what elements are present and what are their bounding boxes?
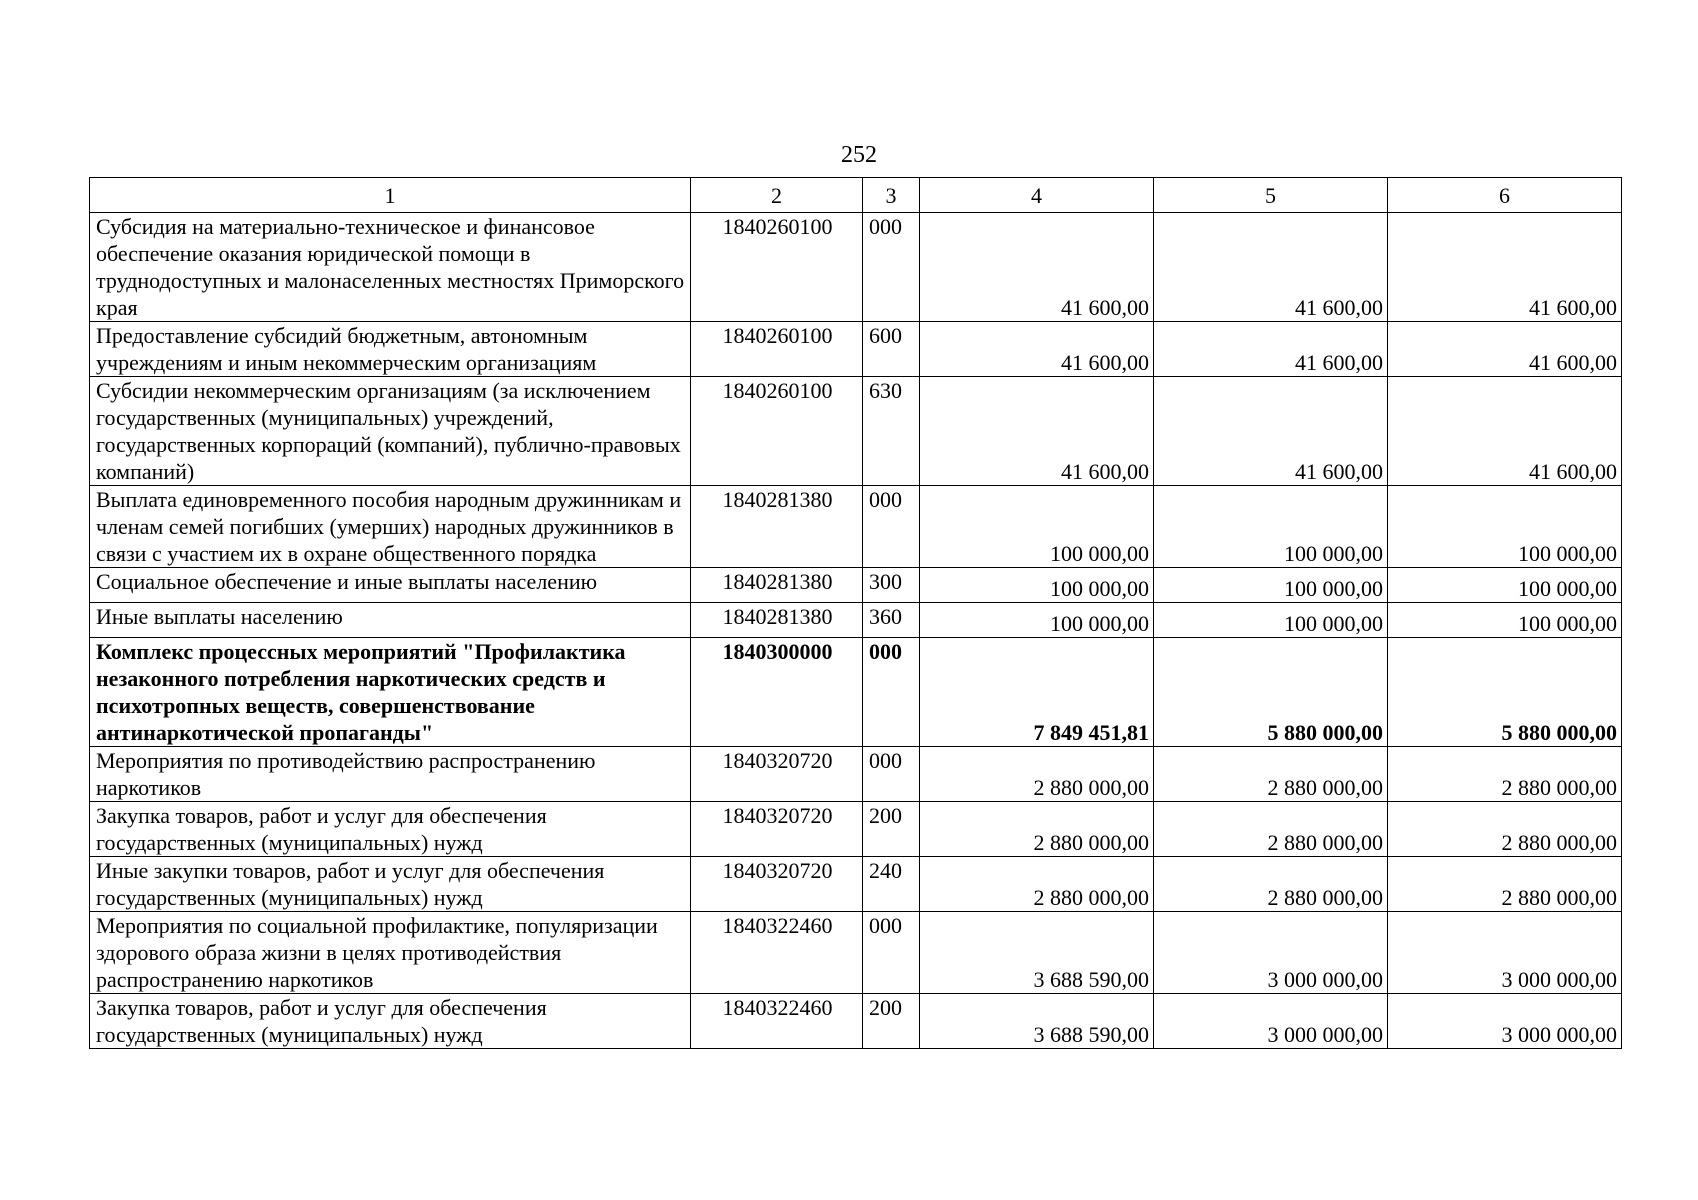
row-amount-col4: 3 688 590,00	[920, 912, 1154, 994]
table-row	[90, 603, 1622, 638]
row-name: Закупка товаров, работ и услуг для обеспечения государственных (муниципальных) нужд	[90, 802, 691, 857]
row-target-code: 1840300000	[691, 638, 863, 747]
row-amount-col6: 41 600,00	[1388, 213, 1622, 322]
row-name: Комплекс процессных мероприятий "Профилактика незаконного потребления наркотических средств и психотропных веществ, совершенствование антинаркотической пропаганды"	[90, 638, 691, 747]
row-amount-col5: 5 880 000,00	[1154, 638, 1388, 747]
column-number-row	[90, 178, 1622, 213]
row-amount-col4: 2 880 000,00	[920, 857, 1154, 912]
row-amount-col5: 100 000,00	[1154, 603, 1388, 638]
row-target-code: 1840260100	[691, 213, 863, 322]
row-amount-col4: 41 600,00	[920, 377, 1154, 486]
row-amount-col4: 7 849 451,81	[920, 638, 1154, 747]
table-row	[90, 802, 1622, 857]
row-amount-col6: 2 880 000,00	[1388, 747, 1622, 802]
row-target-code: 1840320720	[691, 747, 863, 802]
row-amount-col4: 100 000,00	[920, 603, 1154, 638]
row-amount-col4: 2 880 000,00	[920, 802, 1154, 857]
row-target-code: 1840281380	[691, 486, 863, 568]
row-amount-col5: 3 000 000,00	[1154, 994, 1388, 1049]
table-row	[90, 377, 1622, 486]
row-expense-kind: 200	[863, 802, 920, 857]
table-row	[90, 322, 1622, 377]
table-row	[90, 486, 1622, 568]
column-header-6: 6	[1388, 178, 1622, 213]
row-amount-col4: 100 000,00	[920, 486, 1154, 568]
column-header-3: 3	[863, 178, 920, 213]
row-expense-kind: 300	[863, 568, 920, 603]
row-name: Предоставление субсидий бюджетным, автономным учреждениям и иным некоммерческим организациям	[90, 322, 691, 377]
row-target-code: 1840320720	[691, 857, 863, 912]
row-amount-col6: 2 880 000,00	[1388, 802, 1622, 857]
column-header-1: 1	[90, 178, 691, 213]
table-row	[90, 994, 1622, 1049]
row-name: Иные закупки товаров, работ и услуг для обеспечения государственных (муниципальных) нужд	[90, 857, 691, 912]
row-expense-kind: 000	[863, 638, 920, 747]
row-amount-col5: 100 000,00	[1154, 568, 1388, 603]
row-target-code: 1840322460	[691, 994, 863, 1049]
column-header-2: 2	[691, 178, 863, 213]
row-amount-col4: 41 600,00	[920, 213, 1154, 322]
row-expense-kind: 240	[863, 857, 920, 912]
row-amount-col4: 41 600,00	[920, 322, 1154, 377]
row-expense-kind: 000	[863, 486, 920, 568]
row-amount-col5: 3 000 000,00	[1154, 912, 1388, 994]
row-name: Социальное обеспечение и иные выплаты населению	[90, 568, 691, 603]
row-target-code: 1840260100	[691, 322, 863, 377]
row-amount-col5: 100 000,00	[1154, 486, 1388, 568]
budget-table	[89, 177, 1622, 1049]
page-number: 252	[841, 142, 877, 168]
row-amount-col6: 41 600,00	[1388, 377, 1622, 486]
row-amount-col6: 100 000,00	[1388, 568, 1622, 603]
row-target-code: 1840322460	[691, 912, 863, 994]
row-name: Иные выплаты населению	[90, 603, 691, 638]
row-target-code: 1840320720	[691, 802, 863, 857]
column-header-5: 5	[1154, 178, 1388, 213]
row-amount-col4: 3 688 590,00	[920, 994, 1154, 1049]
row-expense-kind: 360	[863, 603, 920, 638]
row-amount-col4: 100 000,00	[920, 568, 1154, 603]
row-amount-col6: 3 000 000,00	[1388, 912, 1622, 994]
row-amount-col5: 41 600,00	[1154, 322, 1388, 377]
row-name: Мероприятия по противодействию распространению наркотиков	[90, 747, 691, 802]
row-amount-col5: 2 880 000,00	[1154, 747, 1388, 802]
row-target-code: 1840281380	[691, 603, 863, 638]
column-header-4: 4	[920, 178, 1154, 213]
row-amount-col5: 41 600,00	[1154, 213, 1388, 322]
table-row	[90, 747, 1622, 802]
table-row	[90, 568, 1622, 603]
row-name: Субсидии некоммерческим организациям (за исключением государственных (муниципальных) учреждений, государственных корпораций (компаний), публично-правовых компаний)	[90, 377, 691, 486]
row-target-code: 1840260100	[691, 377, 863, 486]
row-amount-col4: 2 880 000,00	[920, 747, 1154, 802]
row-amount-col6: 41 600,00	[1388, 322, 1622, 377]
table-row	[90, 213, 1622, 322]
row-name: Выплата единовременного пособия народным дружинникам и членам семей погибших (умерших) народных дружинников в связи с участием их в охране общественного порядка	[90, 486, 691, 568]
row-amount-col6: 100 000,00	[1388, 603, 1622, 638]
row-expense-kind: 000	[863, 747, 920, 802]
row-expense-kind: 000	[863, 912, 920, 994]
row-name: Субсидия на материально-техническое и финансовое обеспечение оказания юридической помощи в труднодоступных и малонаселенных местностях Приморского края	[90, 213, 691, 322]
row-amount-col5: 2 880 000,00	[1154, 802, 1388, 857]
row-amount-col6: 2 880 000,00	[1388, 857, 1622, 912]
row-expense-kind: 600	[863, 322, 920, 377]
row-name: Закупка товаров, работ и услуг для обеспечения государственных (муниципальных) нужд	[90, 994, 691, 1049]
row-target-code: 1840281380	[691, 568, 863, 603]
table-row	[90, 857, 1622, 912]
row-expense-kind: 000	[863, 213, 920, 322]
row-amount-col6: 5 880 000,00	[1388, 638, 1622, 747]
row-amount-col6: 3 000 000,00	[1388, 994, 1622, 1049]
row-amount-col5: 41 600,00	[1154, 377, 1388, 486]
table-row	[90, 912, 1622, 994]
row-name: Мероприятия по социальной профилактике, популяризации здорового образа жизни в целях противодействия распространению наркотиков	[90, 912, 691, 994]
row-expense-kind: 630	[863, 377, 920, 486]
row-expense-kind: 200	[863, 994, 920, 1049]
row-amount-col5: 2 880 000,00	[1154, 857, 1388, 912]
row-amount-col6: 100 000,00	[1388, 486, 1622, 568]
table-row-bold	[90, 638, 1622, 747]
